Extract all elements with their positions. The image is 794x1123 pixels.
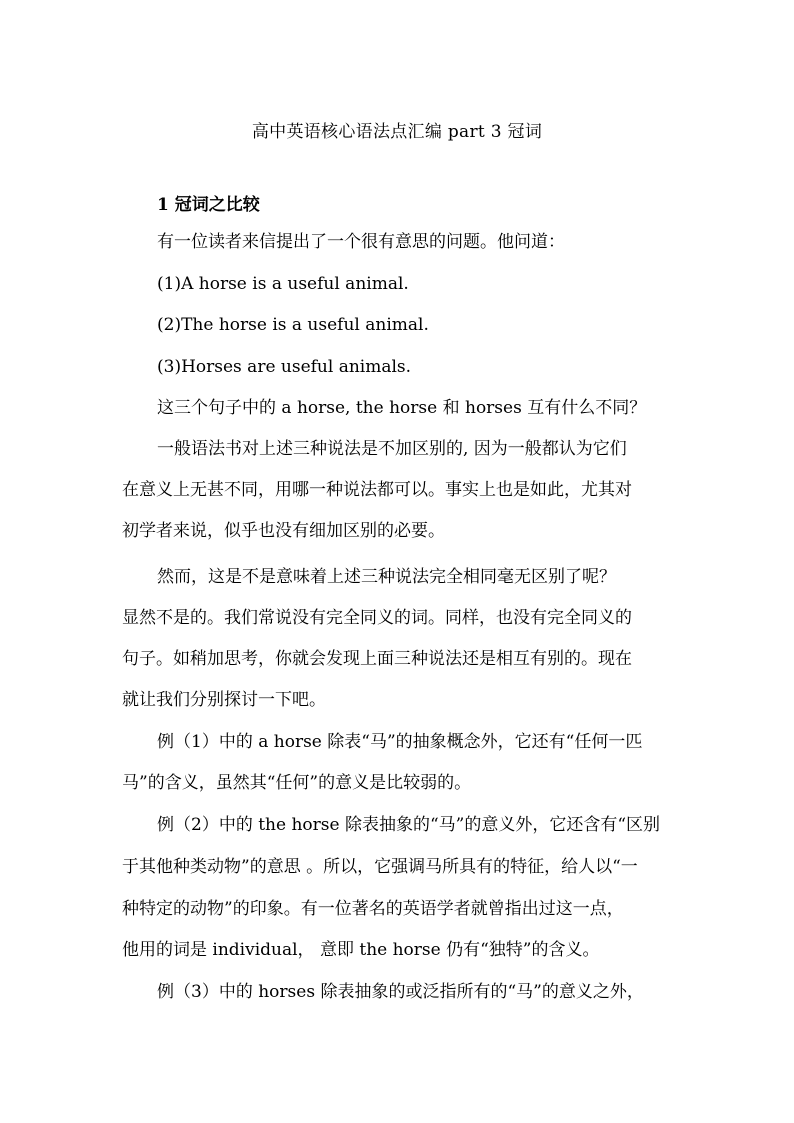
paragraph-line: 初学者来说，似乎也没有细加区别的必要。 bbox=[122, 521, 445, 541]
paragraph-line: 有一位读者来信提出了一个很有意思的问题。他问道： bbox=[157, 232, 565, 252]
paragraph-line: 这三个句子中的 a horse, the horse 和 horses 互有什么不同？ bbox=[157, 398, 647, 418]
paragraph-line: 种特定的动物”的印象。有一位著名的英语学者就曾指出过这一点， bbox=[122, 899, 624, 919]
paragraph-line: 例（2）中的 the horse 除表抽象的“马”的意义外，它还含有“区别 bbox=[157, 815, 661, 835]
paragraph-line: 显然不是的。我们常说没有完全同义的词。同样，也没有完全同义的 bbox=[122, 608, 632, 628]
example-sentence: (2)The horse is a useful animal. bbox=[157, 315, 429, 335]
paragraph-line: 马”的含义，虽然其“任何”的意义是比较弱的。 bbox=[122, 773, 472, 793]
section-heading: 1 冠词之比较 bbox=[157, 195, 260, 215]
paragraph-line: 他用的词是 individual， 意即 the horse 仍有“独特”的含义。 bbox=[122, 940, 600, 960]
example-sentence: (3)Horses are useful animals. bbox=[157, 357, 412, 377]
paragraph-line: 例（1）中的 a horse 除表“马”的抽象概念外，它还有“任何一匹 bbox=[157, 732, 643, 752]
paragraph-line: 在意义上无甚不同，用哪一种说法都可以。事实上也是如此，尤其对 bbox=[122, 480, 632, 500]
paragraph-line: 句子。如稍加思考，你就会发现上面三种说法还是相互有别的。现在 bbox=[122, 649, 632, 669]
paragraph-line: 一般语法书对上述三种说法是不加区别的, 因为一般都认为它们 bbox=[157, 439, 627, 459]
paragraph-line: 于其他种类动物”的意思 。所以，它强调马所具有的特征，给人以“一 bbox=[122, 857, 638, 877]
example-sentence: (1)A horse is a useful animal. bbox=[157, 274, 409, 294]
document-title: 高中英语核心语法点汇编 part 3 冠词 bbox=[251, 122, 543, 142]
paragraph-line: 就让我们分别探讨一下吧。 bbox=[122, 690, 326, 710]
paragraph-line: 然而，这是不是意味着上述三种说法完全相同毫无区别了呢？ bbox=[157, 567, 616, 587]
paragraph-line: 例（3）中的 horses 除表抽象的或泛指所有的“马”的意义之外， bbox=[157, 982, 644, 1002]
